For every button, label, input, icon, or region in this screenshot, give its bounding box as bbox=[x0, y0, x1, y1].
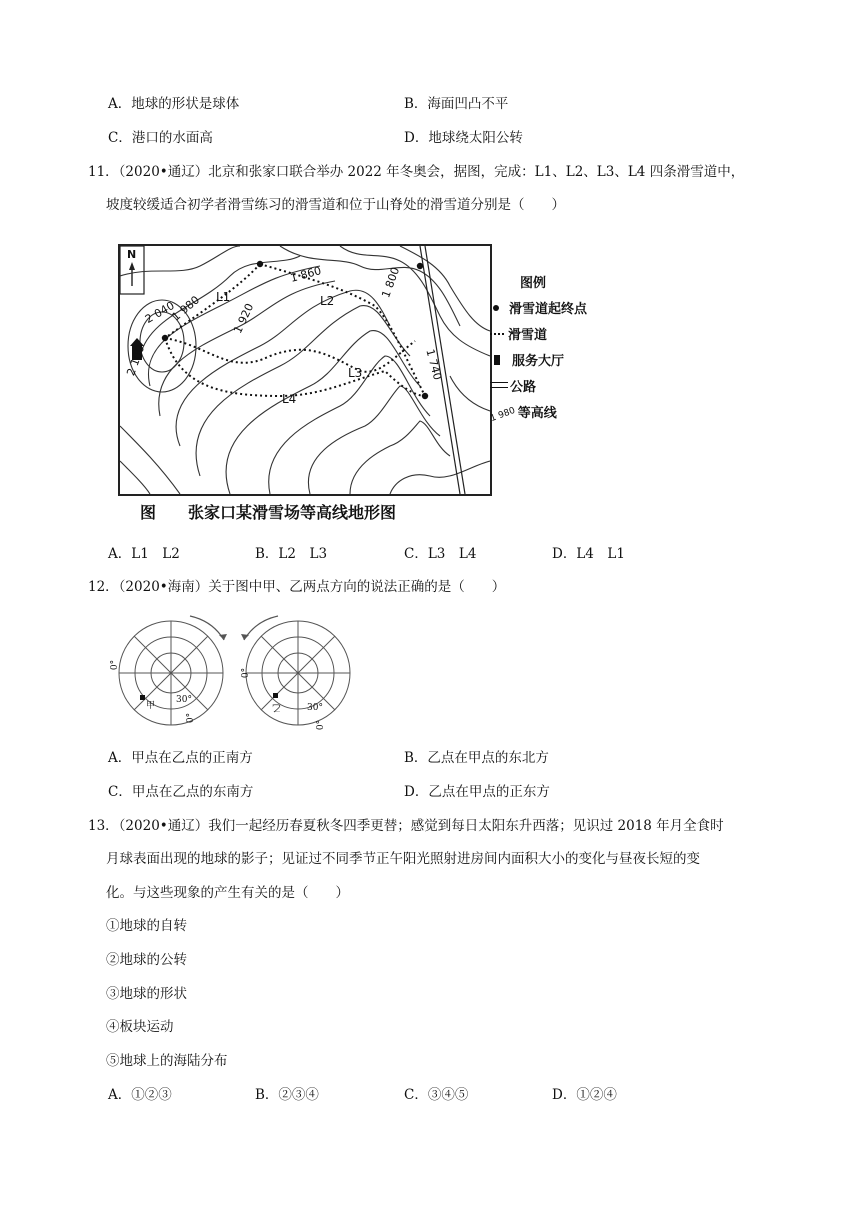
track-label-l1: L1 bbox=[216, 290, 231, 304]
q13-option-a[interactable]: A．①②③ bbox=[108, 1087, 172, 1103]
q12-option-b[interactable]: B．乙点在甲点的东北方 bbox=[404, 750, 549, 766]
q13-item-4: ④板块运动 bbox=[106, 1019, 174, 1035]
q11-option-d[interactable]: D．L4 L1 bbox=[552, 546, 625, 562]
q13-option-d[interactable]: D．①②④ bbox=[552, 1087, 617, 1103]
right-dial-bottom-label: 0° bbox=[316, 719, 327, 731]
right-dial-meridian-label: 0° bbox=[241, 667, 252, 679]
ski-start-point-3 bbox=[422, 393, 428, 399]
track-label-l2: L2 bbox=[320, 294, 335, 308]
track-l4 bbox=[165, 338, 425, 396]
track-label-l4: L4 bbox=[282, 392, 297, 406]
q10-option-c[interactable]: C．港口的水面高 bbox=[108, 130, 213, 146]
point-jia-label: 甲 bbox=[146, 701, 156, 711]
legend-contour-sample: 1 980 bbox=[489, 405, 517, 425]
q11-stem-line1: 11．（2020•通辽）北京和张家口联合举办 2022 年冬奥会，据图，完成：L1、L2、L3、L4 四条滑雪道中， bbox=[88, 164, 745, 180]
right-polar-dial bbox=[246, 621, 350, 725]
q13-item-2: ②地球的公转 bbox=[106, 952, 187, 968]
polar-dials-figure bbox=[108, 610, 358, 735]
q10-option-a[interactable]: A．地球的形状是球体 bbox=[108, 96, 240, 112]
legend-road-icon bbox=[490, 382, 508, 388]
contour-map bbox=[118, 244, 492, 496]
contour-label-1800: 1 800 bbox=[379, 265, 403, 300]
q13-stem-line3: 化。与这些现象的产生有关的是（ ） bbox=[106, 885, 349, 901]
q11-option-a[interactable]: A．L1 L2 bbox=[108, 546, 180, 562]
left-dial-meridian-label: 0° bbox=[110, 659, 121, 671]
right-dial-lat-label: 30° bbox=[307, 703, 323, 713]
contour-map-figure bbox=[118, 238, 638, 530]
legend-dot-icon bbox=[493, 305, 499, 311]
ski-start-point-1 bbox=[257, 261, 263, 267]
legend-item-contour: 1 980等高线 bbox=[489, 405, 557, 425]
q12-option-a[interactable]: A．甲点在乙点的正南方 bbox=[108, 750, 253, 766]
contour-label-1740: 1 740 bbox=[423, 347, 445, 382]
point-jia-marker bbox=[140, 695, 145, 700]
q11-option-c[interactable]: C．L3 L4 bbox=[404, 546, 477, 562]
track-label-l3: L3 bbox=[348, 366, 363, 380]
legend-item-start-end: 滑雪道起终点 bbox=[490, 298, 587, 317]
q12-stem: 12．（2020•海南）关于图中甲、乙两点方向的说法正确的是（ ） bbox=[88, 579, 506, 595]
q13-stem-line2: 月球表面出现的地球的影子；见证过不同季节正午阳光照射进房间内面积大小的变化与昼夜长短的变 bbox=[106, 851, 700, 867]
q13-item-1: ①地球的自转 bbox=[106, 918, 187, 934]
q12-option-d[interactable]: D．乙点在甲点的正东方 bbox=[404, 784, 550, 800]
ski-start-point-4 bbox=[417, 263, 423, 269]
point-yi-label: 乙 bbox=[272, 702, 282, 712]
q10-option-b[interactable]: B．海面凹凸不平 bbox=[404, 96, 509, 112]
contour-label-1860: 1 860 bbox=[288, 264, 323, 285]
q10-option-d[interactable]: D．地球绕太阳公转 bbox=[404, 130, 523, 146]
q13-item-5: ⑤地球上的海陆分布 bbox=[106, 1053, 228, 1069]
left-polar-dial bbox=[119, 621, 223, 725]
q12-option-c[interactable]: C．甲点在乙点的东南方 bbox=[108, 784, 254, 800]
contour-label-1980: 1 980 bbox=[169, 293, 202, 324]
north-label: N bbox=[127, 248, 137, 261]
q13-item-3: ③地球的形状 bbox=[106, 986, 187, 1002]
point-yi-marker bbox=[273, 693, 278, 698]
ski-start-point-2 bbox=[162, 335, 168, 341]
track-l3 bbox=[165, 338, 415, 372]
legend-item-track: 滑雪道 bbox=[490, 324, 547, 343]
track-l2 bbox=[260, 264, 425, 396]
q11-option-b[interactable]: B．L2 L3 bbox=[255, 546, 328, 562]
contour-label-2100: 2 100 bbox=[124, 343, 148, 378]
legend-item-road: 公路 bbox=[490, 376, 536, 395]
legend-title: 图例 bbox=[520, 276, 547, 291]
q13-option-b[interactable]: B．②③④ bbox=[255, 1087, 319, 1103]
left-dial-bottom-label: 0° bbox=[186, 712, 197, 724]
legend-dotted-line-icon bbox=[490, 333, 504, 335]
map-caption: 图 张家口某滑雪场等高线地形图 bbox=[140, 503, 397, 522]
contour-label-2040: 2 040 bbox=[142, 298, 177, 327]
q13-option-c[interactable]: C．③④⑤ bbox=[404, 1087, 469, 1103]
q13-stem-line1: 13．（2020•通辽）我们一起经历春夏秋冬四季更替；感觉到每日太阳东升西落；见识过 2018 年月全食时 bbox=[88, 818, 724, 834]
q11-stem-line2: 坡度较缓适合初学者滑雪练习的滑雪道和位于山脊处的滑雪道分别是（ ） bbox=[106, 197, 565, 213]
legend-building-icon bbox=[494, 355, 500, 365]
contour-label-1920: 1 920 bbox=[231, 301, 257, 336]
left-dial-lat-label: 30° bbox=[176, 695, 192, 705]
legend-item-hall: 服务大厅 bbox=[490, 350, 564, 369]
